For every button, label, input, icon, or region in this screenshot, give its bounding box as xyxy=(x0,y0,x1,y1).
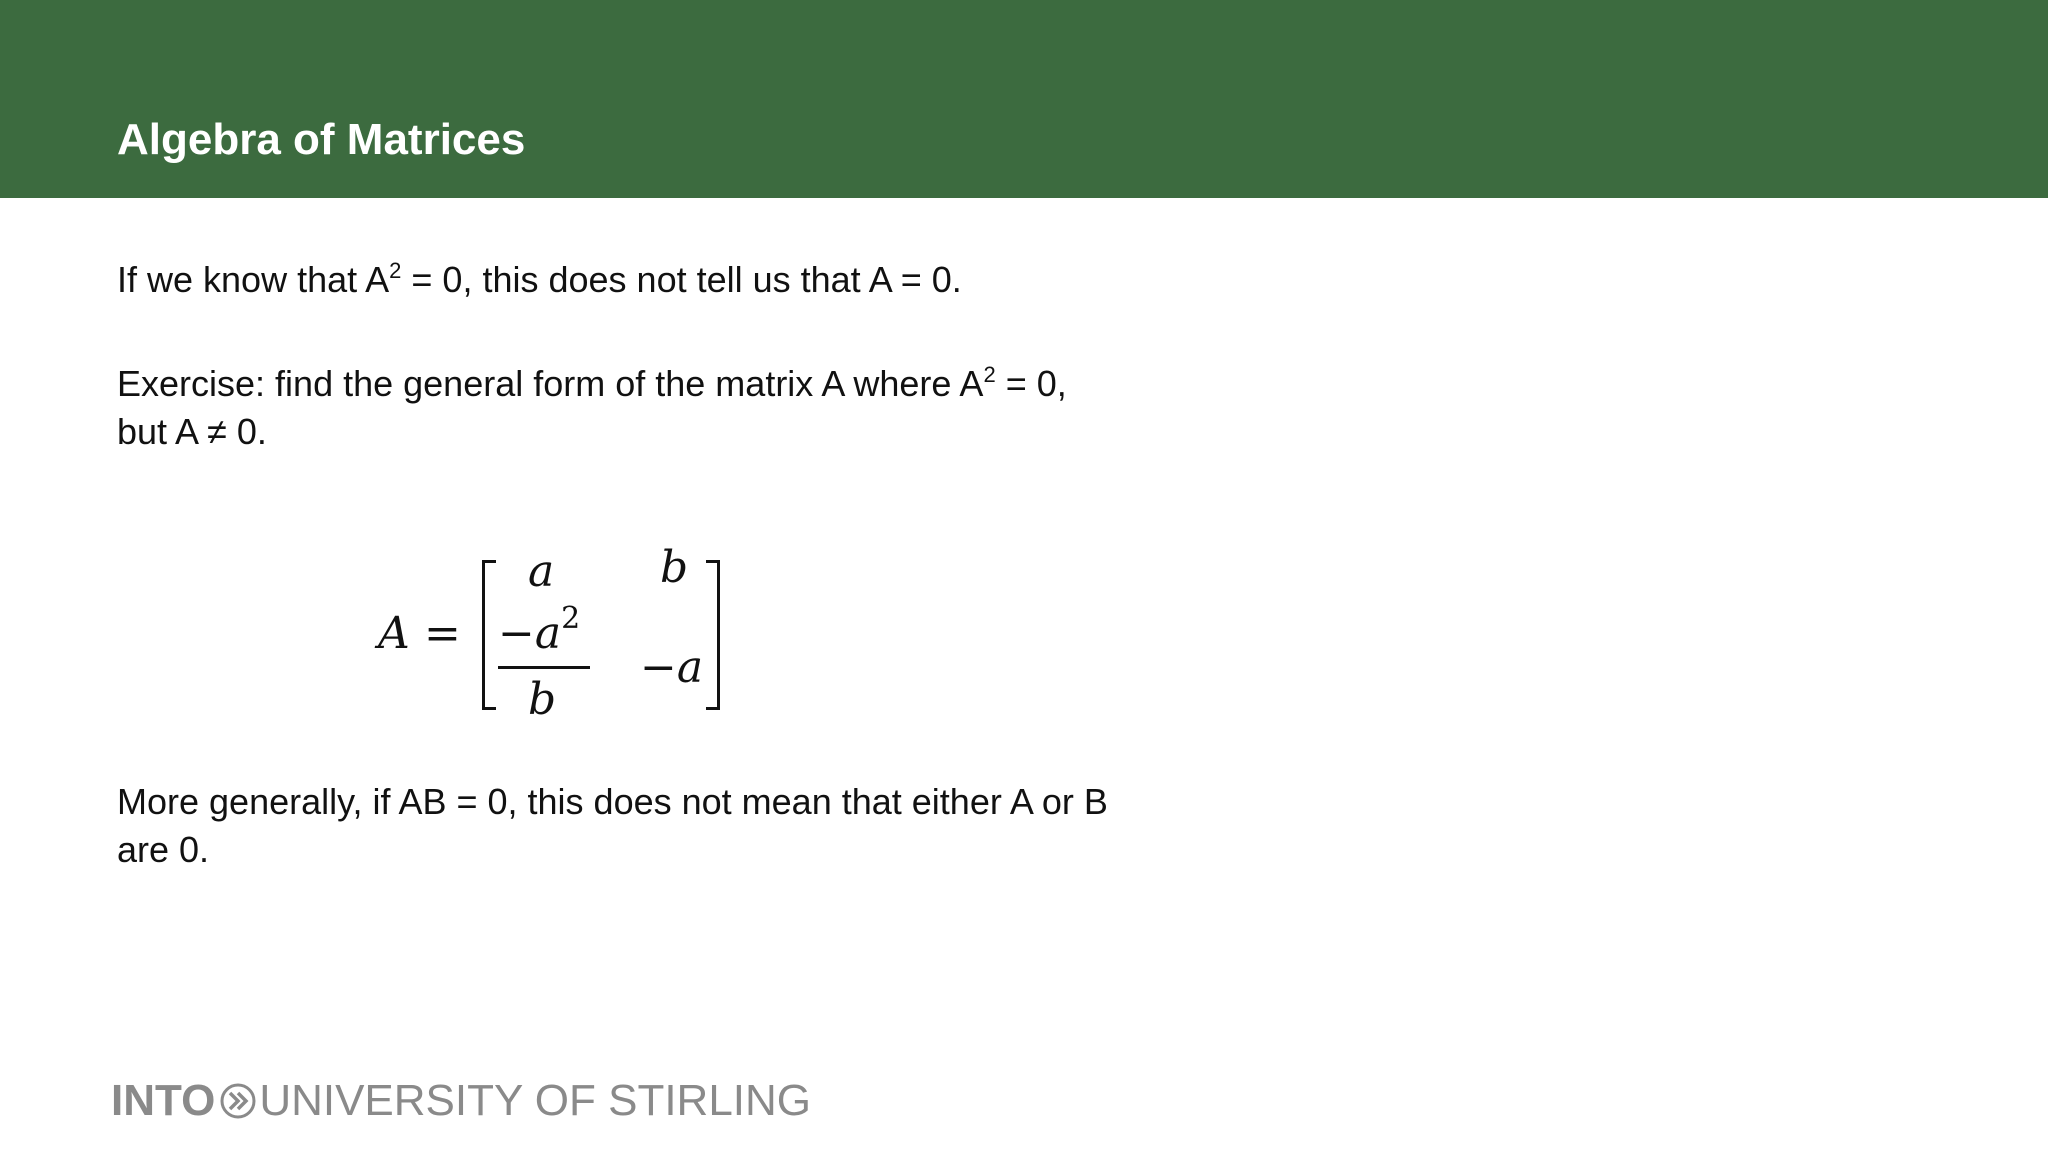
matrix-right-bracket xyxy=(706,560,720,710)
matrix-entry-top-right: b xyxy=(660,542,689,593)
generalization-line-1: More generally, if AB = 0, this does not mean that either A or B xyxy=(117,781,1108,822)
matrix-entry-top-left: a xyxy=(528,546,555,597)
numerator-base: −a xyxy=(498,608,562,659)
matrix-fraction-numerator xyxy=(498,601,581,659)
statement-text-start: If we know that A xyxy=(117,259,390,300)
generalization-paragraph xyxy=(117,778,1108,874)
matrix-entry-bottom-right: −a xyxy=(640,642,704,693)
logo-into-text: INTO xyxy=(111,1076,216,1125)
exercise-line-2: but A ≠ 0. xyxy=(117,411,267,452)
numerator-exponent: 2 xyxy=(561,601,581,636)
matrix-lhs: A xyxy=(378,608,410,659)
exercise-text-start: Exercise: find the general form of the matrix A where A xyxy=(117,363,984,404)
statement-text-end: = 0, this does not tell us that A = 0. xyxy=(401,259,962,300)
matrix-fraction-bar xyxy=(498,666,590,669)
exercise-text-end: = 0, xyxy=(995,363,1067,404)
matrix-fraction-denominator: b xyxy=(528,674,557,725)
exercise-exponent: 2 xyxy=(983,362,996,387)
university-logo xyxy=(111,1076,811,1126)
statement-exponent: 2 xyxy=(389,258,402,283)
generalization-line-2: are 0. xyxy=(117,829,210,870)
exercise-paragraph xyxy=(117,360,1067,456)
logo-university-text: UNIVERSITY OF STIRLING xyxy=(259,1076,812,1125)
slide-title: Algebra of Matrices xyxy=(117,115,526,164)
slide-header xyxy=(0,0,2048,198)
statement-paragraph xyxy=(117,256,962,304)
matrix-equals-sign: = xyxy=(424,608,461,659)
matrix-left-bracket xyxy=(482,560,496,710)
double-chevron-circle-icon xyxy=(219,1082,257,1120)
matrix-equation xyxy=(370,540,740,740)
